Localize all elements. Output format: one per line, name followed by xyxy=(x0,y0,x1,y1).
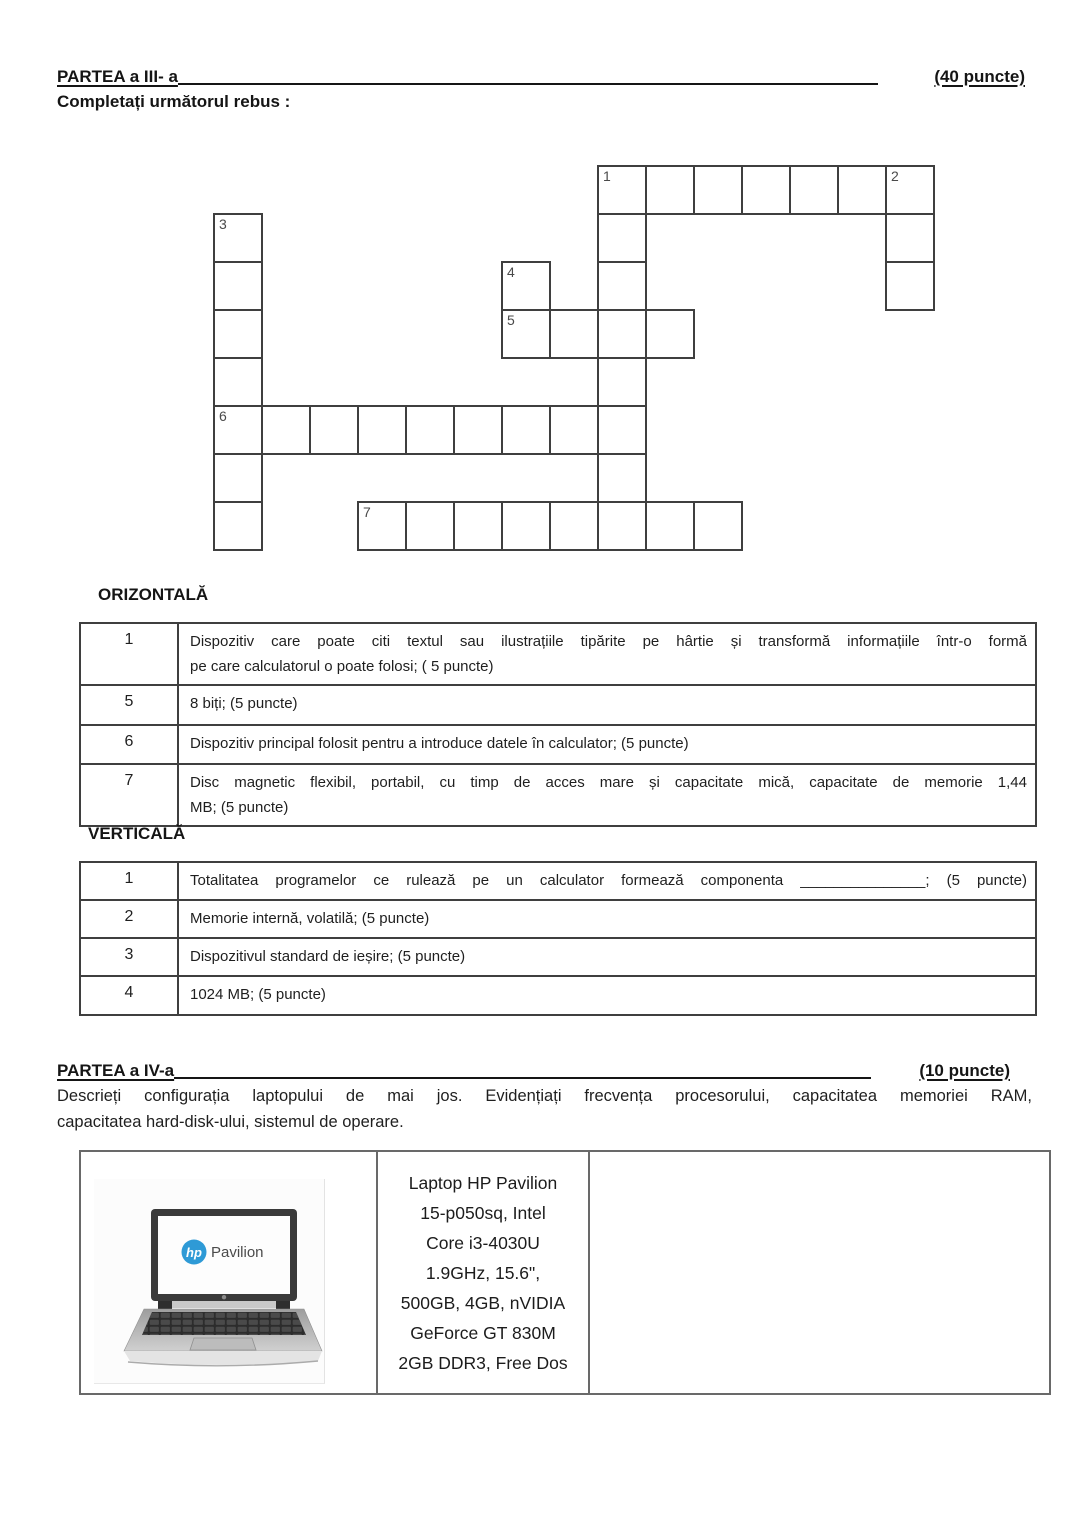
spec-line: Core i3-4030U xyxy=(426,1232,540,1253)
crossword-cell xyxy=(261,405,311,455)
crossword-cell xyxy=(693,501,743,551)
clue-cell xyxy=(178,938,1036,976)
laptop-touchpad xyxy=(190,1338,256,1350)
spec-line: 1.9GHz, 15.6", xyxy=(425,1262,541,1283)
clue-number: 3 xyxy=(80,938,178,976)
crossword-cell xyxy=(501,501,551,551)
crossword-grid xyxy=(213,165,935,551)
crossword-cell-number: 4 xyxy=(507,264,515,280)
answer-cell xyxy=(589,1151,1050,1394)
part4-title: PARTEA a IV-a xyxy=(57,1061,175,1080)
crossword-cell-number: 7 xyxy=(363,504,371,520)
clue-number: 1 xyxy=(80,862,178,900)
clue-cell xyxy=(178,976,1036,1015)
clue-cell xyxy=(178,623,1036,685)
spec-line: 500GB, 4GB, nVIDIA xyxy=(400,1292,566,1313)
part3-title: PARTEA a III- a xyxy=(57,67,178,86)
crossword-cell xyxy=(597,309,647,359)
hinge-foot xyxy=(276,1301,290,1309)
pavilion-logo-text: Pavilion xyxy=(211,1244,264,1261)
laptop-image-cell xyxy=(80,1151,377,1394)
crossword-cell-number: 3 xyxy=(219,216,227,232)
clue-text: Dispozitivul standard de ieșire; (5 puncte) xyxy=(190,948,466,965)
crossword-cell xyxy=(885,165,935,215)
part4-points: (10 puncte) xyxy=(919,1061,1010,1080)
horizontal-table xyxy=(79,622,1037,827)
part3-points: (40 puncte) xyxy=(934,67,1025,86)
table-row xyxy=(80,685,1036,725)
laptop-hinge xyxy=(172,1301,276,1308)
crossword-cell-number: 5 xyxy=(507,312,515,328)
crossword-cell xyxy=(885,261,935,311)
spec-line: 15-p050sq, Intel xyxy=(420,1202,546,1223)
crossword-cell xyxy=(549,405,599,455)
crossword-cell xyxy=(357,501,407,551)
crossword-cell xyxy=(405,405,455,455)
hinge-foot xyxy=(158,1301,172,1309)
crossword-cell xyxy=(213,213,263,263)
crossword-cell xyxy=(597,165,647,215)
crossword-cell xyxy=(213,309,263,359)
clue-number: 5 xyxy=(80,685,178,725)
clue-text: Totalitatea programelor ce rulează pe un calculator formează componenta _______________; (5 puncte) xyxy=(190,872,1027,889)
crossword-cell xyxy=(453,405,503,455)
crossword-cell xyxy=(885,213,935,263)
table-row xyxy=(80,938,1036,976)
table-row xyxy=(80,900,1036,938)
crossword-cell xyxy=(597,261,647,311)
clue-cell xyxy=(178,764,1036,826)
table-row xyxy=(80,1151,1050,1394)
crossword-cell xyxy=(357,405,407,455)
clue-number: 4 xyxy=(80,976,178,1015)
part4-description xyxy=(57,1083,1032,1135)
clue-cell xyxy=(178,862,1036,900)
clue-text: Disc magnetic flexibil, portabil, cu timp de acces mare și capacitate mică, capacitate de memorie 1,44 xyxy=(190,774,1027,791)
crossword-cell xyxy=(453,501,503,551)
horizontal-heading: ORIZONTALĂ xyxy=(98,585,209,604)
spec-line: Laptop HP Pavilion xyxy=(408,1172,558,1193)
bezel-emblem-icon xyxy=(222,1295,226,1299)
vertical-table xyxy=(79,861,1037,1016)
table-row xyxy=(80,725,1036,764)
laptop-keys xyxy=(142,1312,306,1335)
crossword-cell xyxy=(213,501,263,551)
crossword-cell xyxy=(309,405,359,455)
clue-cell xyxy=(178,900,1036,938)
clue-text: 8 biți; (5 puncte) xyxy=(190,695,298,712)
crossword-cell xyxy=(405,501,455,551)
crossword-cell xyxy=(837,165,887,215)
laptop-illustration xyxy=(94,1179,324,1383)
clue-text: Dispozitiv care poate citi textul sau ilustrațiile tipărite pe hârtie și transformă informațiile într-o formă xyxy=(190,633,1027,650)
clue-text: pe care calculatorul o poate folosi; ( 5 puncte) xyxy=(190,658,494,675)
crossword-cell-number: 2 xyxy=(891,168,899,184)
description-line: Descrieți configurația laptopului de mai jos. Evidențiați frecvența procesorului, capacitatea memoriei RAM, xyxy=(57,1087,1032,1105)
vertical-heading: VERTICALĂ xyxy=(88,824,186,843)
spec-line: 2GB DDR3, Free Dos xyxy=(398,1352,568,1373)
crossword-cell xyxy=(645,501,695,551)
crossword-cell xyxy=(213,261,263,311)
hp-logo-text: hp xyxy=(186,1245,202,1260)
laptop-image xyxy=(94,1179,325,1384)
clue-cell xyxy=(178,725,1036,764)
spec-line: GeForce GT 830M xyxy=(410,1322,556,1343)
crossword-cell xyxy=(213,453,263,503)
clue-text: Memorie internă, volatilă; (5 puncte) xyxy=(190,910,430,927)
part3-header xyxy=(57,61,1025,87)
crossword-cell xyxy=(501,405,551,455)
crossword-cell xyxy=(693,165,743,215)
crossword-cell xyxy=(213,405,263,455)
crossword-cell xyxy=(597,357,647,407)
description-line: capacitatea hard-disk-ului, sistemul de operare. xyxy=(57,1113,404,1131)
crossword-cell-number: 1 xyxy=(603,168,611,184)
clue-text: Dispozitiv principal folosit pentru a introduce datele în calculator; (5 puncte) xyxy=(190,735,689,752)
crossword-cell xyxy=(645,165,695,215)
table-row xyxy=(80,976,1036,1015)
clue-number: 1 xyxy=(80,623,178,685)
part3-fill-line xyxy=(178,83,878,85)
crossword-cell xyxy=(501,261,551,311)
table-row xyxy=(80,862,1036,900)
crossword-cell xyxy=(501,309,551,359)
clue-text: 1024 MB; (5 puncte) xyxy=(190,986,326,1003)
crossword-cell xyxy=(645,309,695,359)
clue-cell xyxy=(178,685,1036,725)
part4-header xyxy=(57,1055,1010,1081)
laptop-table xyxy=(79,1150,1051,1395)
crossword-cell xyxy=(597,405,647,455)
clue-number: 7 xyxy=(80,764,178,826)
crossword-cell xyxy=(549,501,599,551)
clue-number: 6 xyxy=(80,725,178,764)
crossword-cell xyxy=(213,357,263,407)
crossword-cell xyxy=(789,165,839,215)
part4-fill-line xyxy=(174,1077,871,1079)
laptop-spec-cell xyxy=(377,1151,589,1394)
clue-number: 2 xyxy=(80,900,178,938)
clue-text: MB; (5 puncte) xyxy=(190,799,289,816)
table-row xyxy=(80,623,1036,685)
crossword-cell xyxy=(597,213,647,263)
table-row xyxy=(80,764,1036,826)
crossword-cell xyxy=(741,165,791,215)
part3-subtitle: Completați următorul rebus : xyxy=(57,92,291,111)
crossword-cell xyxy=(549,309,599,359)
crossword-cell xyxy=(597,453,647,503)
crossword-cell xyxy=(597,501,647,551)
crossword-cell-number: 6 xyxy=(219,408,227,424)
